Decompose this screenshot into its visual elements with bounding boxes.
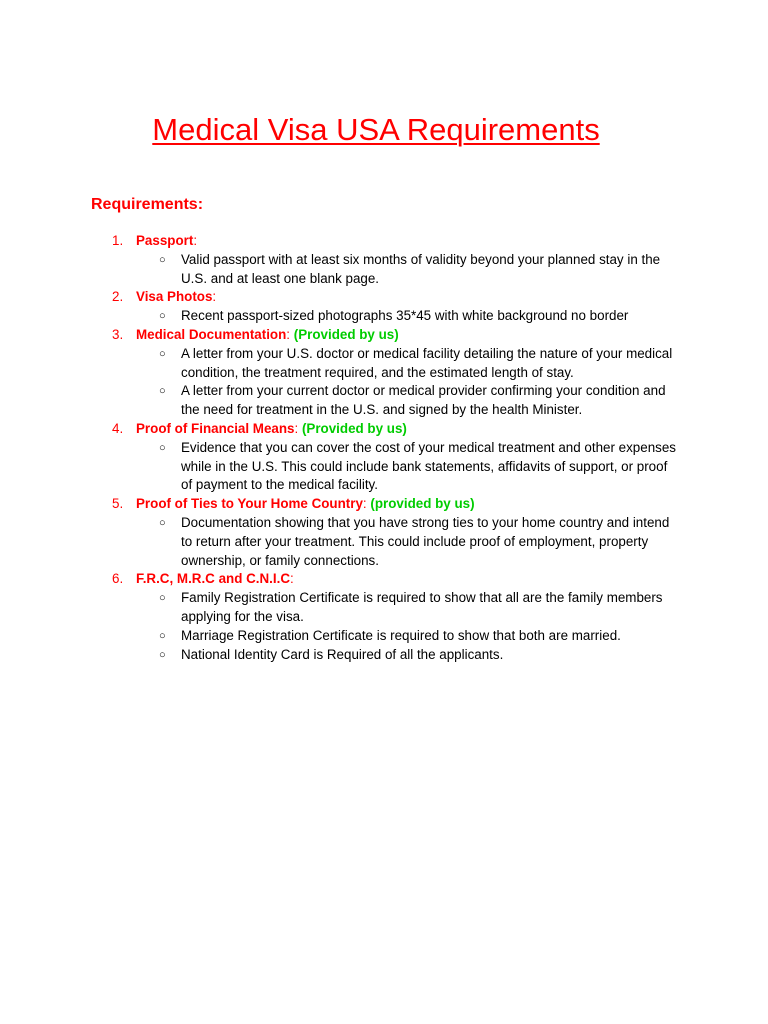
item-colon: : (294, 420, 299, 436)
item-title: Proof of Financial Means (136, 420, 295, 436)
item-number: 5. (112, 496, 124, 512)
bullet-text: Recent passport-sized photographs 35*45 with white background no border (181, 308, 629, 324)
page-title: Medical Visa USA Requirements (152, 112, 600, 147)
item-title: F.R.C, M.R.C and C.N.I.C (136, 571, 290, 587)
circle-bullet-icon: ○ (159, 516, 166, 529)
requirement-item (0, 288, 768, 326)
requirement-item (0, 420, 768, 495)
item-number: 6. (112, 571, 124, 587)
item-colon: : (290, 571, 294, 587)
item-number: 4. (112, 420, 124, 436)
bullet-item (136, 345, 681, 383)
bullet-list (136, 514, 768, 570)
bullet-text: Valid passport with at least six months of validity beyond your planned stay in the U.S. and at least one blank page. (181, 251, 661, 286)
bullet-item (136, 589, 681, 627)
bullet-item (136, 307, 681, 326)
item-colon: : (212, 289, 217, 305)
circle-bullet-icon: ○ (159, 310, 166, 323)
bullet-item (136, 646, 681, 665)
item-number: 3. (112, 326, 124, 342)
circle-bullet-icon: ○ (159, 441, 166, 454)
requirements-list (0, 232, 768, 664)
bullet-text: Family Registration Certificate is required to show that all are the family members applying for the visa. (181, 590, 663, 624)
bullet-item (136, 382, 681, 420)
circle-bullet-icon: ○ (159, 592, 166, 605)
item-title: Medical Documentation (136, 326, 287, 342)
provided-by-us-note: (Provided by us) (293, 326, 399, 342)
provided-by-us-note: (provided by us) (370, 496, 475, 512)
item-title: Passport (136, 233, 194, 248)
circle-bullet-icon: ○ (159, 253, 166, 266)
item-colon: : (286, 326, 291, 342)
requirement-item (0, 570, 768, 664)
requirement-item (0, 326, 768, 420)
item-title: Proof of Ties to Your Home Country (136, 496, 363, 512)
bullet-list (136, 251, 768, 289)
circle-bullet-icon: ○ (159, 648, 166, 661)
item-colon: : (193, 233, 198, 248)
bullet-list (136, 345, 768, 420)
circle-bullet-icon: ○ (159, 347, 166, 360)
bullet-item (136, 439, 681, 495)
bullet-item (136, 514, 681, 570)
bullet-item (136, 251, 681, 289)
circle-bullet-icon: ○ (159, 629, 166, 642)
requirements-heading: Requirements: (91, 196, 204, 213)
bullet-text: A letter from your U.S. doctor or medical facility detailing the nature of your medical condition, the treatment required, and the estimated length of stay. (181, 345, 673, 380)
bullet-list (136, 307, 768, 326)
circle-bullet-icon: ○ (159, 385, 166, 398)
requirement-item (0, 232, 768, 288)
item-number: 1. (112, 233, 124, 248)
provided-by-us-note: (Provided by us) (301, 420, 407, 436)
bullet-text: Documentation showing that you have strong ties to your home country and intend to return after your treatment. This could include proof of employment, property ownership, or family connections. (181, 514, 670, 568)
item-colon: : (362, 496, 367, 512)
requirement-item (0, 495, 768, 570)
bullet-text: Evidence that you can cover the cost of your medical treatment and other expenses while in the U.S. This could include bank statements, affidavits of support, or proof of payment to the medical facility. (181, 439, 676, 493)
bullet-list (136, 589, 768, 664)
bullet-item (136, 627, 681, 646)
bullet-text: Marriage Registration Certificate is required to show that both are married. (181, 627, 621, 643)
bullet-text: National Identity Card is Required of all the applicants. (181, 646, 504, 662)
item-title: Visa Photos (136, 289, 213, 305)
bullet-list (136, 439, 768, 495)
bullet-text: A letter from your current doctor or medical provider confirming your condition and the need for treatment in the U.S. and signed by the health Minister. (181, 383, 666, 418)
item-number: 2. (112, 289, 124, 305)
